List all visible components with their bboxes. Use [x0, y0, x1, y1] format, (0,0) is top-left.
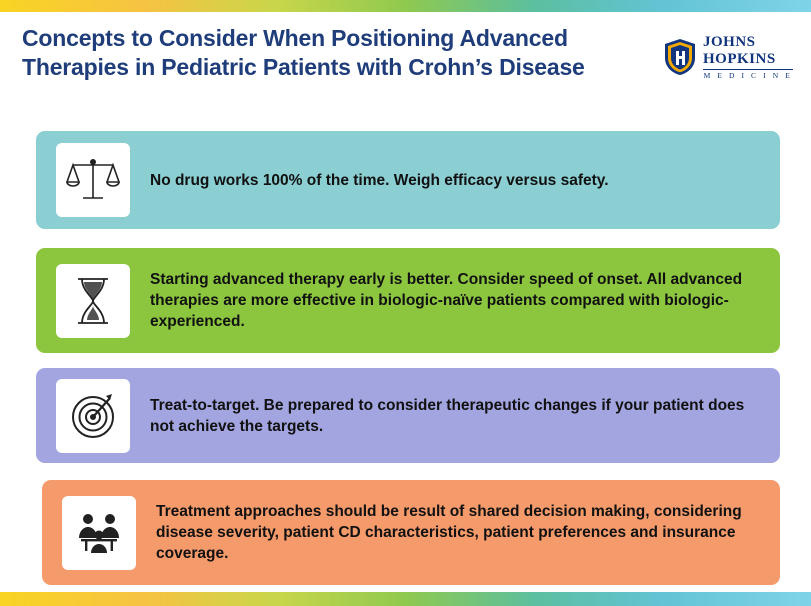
- concept-card: [36, 368, 780, 463]
- logo-divider: [703, 69, 793, 70]
- concept-card: [42, 480, 780, 585]
- shared-decision-making-people-icon: [71, 505, 127, 561]
- johns-hopkins-shield-icon: [663, 38, 697, 76]
- top-gradient-bar: [0, 0, 811, 12]
- card-icon-container: [56, 264, 130, 338]
- logo-name: JOHNS HOPKINS: [703, 33, 776, 67]
- concept-card: [36, 131, 780, 229]
- johns-hopkins-logo: [663, 35, 793, 79]
- bottom-gradient-bar: [0, 592, 811, 606]
- card-text: Treatment approaches should be result of shared decision making, considering disease severity, patient CD characteristics, patient preferences and insurance coverage.: [156, 503, 742, 562]
- target-dartboard-icon: [65, 388, 121, 444]
- hourglass-icon: [65, 273, 121, 329]
- logo-wordmark: [703, 34, 793, 81]
- card-text: Starting advanced therapy early is better. Consider speed of onset. All advanced therapies are more effective in biologic-naïve patients compared with biologic-experienced.: [150, 271, 743, 330]
- page-title: Concepts to Consider When Positioning Advanced Therapies in Pediatric Patients with Crohn’s Disease: [22, 25, 585, 80]
- card-text: No drug works 100% of the time. Weigh efficacy versus safety.: [150, 171, 609, 189]
- logo-subtitle: M E D I C I N E: [703, 70, 793, 80]
- card-icon-container: [56, 379, 130, 453]
- balance-scale-icon: [65, 152, 121, 208]
- concept-card: [36, 248, 780, 353]
- card-text: Treat-to-target. Be prepared to consider therapeutic changes if your patient does not achieve the targets.: [150, 396, 745, 435]
- card-icon-container: [62, 496, 136, 570]
- card-icon-container: [56, 143, 130, 217]
